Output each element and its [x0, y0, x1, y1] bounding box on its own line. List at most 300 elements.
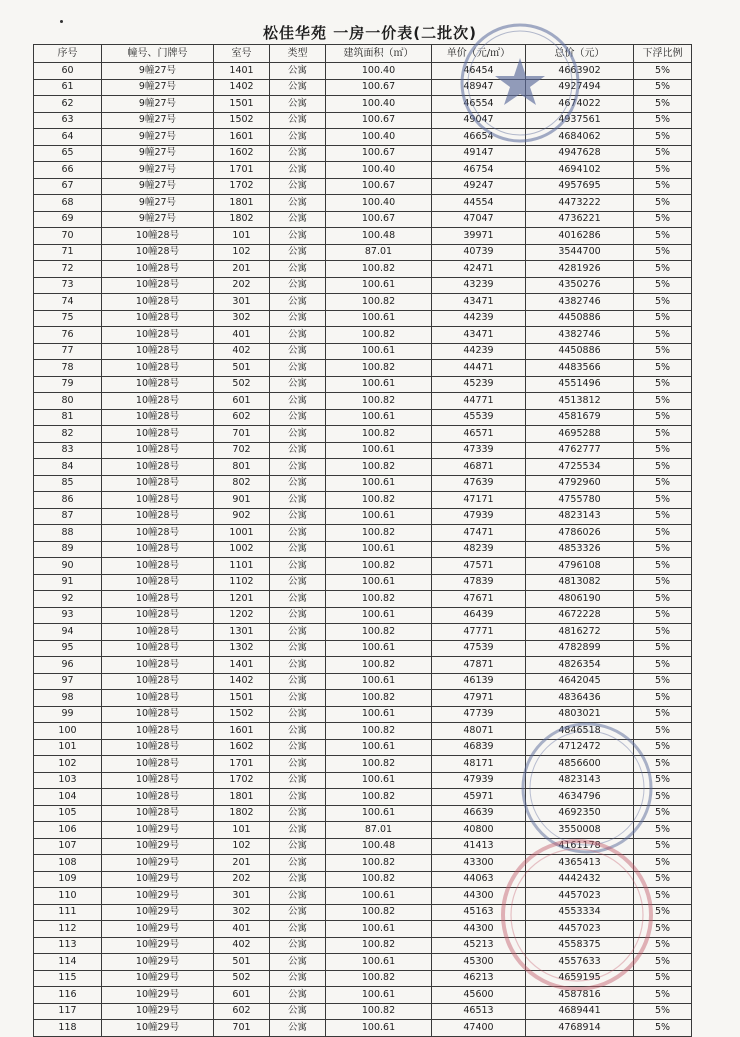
unit-price-cell: 46439: [432, 607, 526, 624]
seq-cell: 70: [34, 228, 102, 245]
building-cell: 10幢29号: [102, 987, 214, 1004]
building-cell: 10幢29号: [102, 838, 214, 855]
building-cell: 10幢28号: [102, 624, 214, 641]
type-cell: 公寓: [270, 228, 326, 245]
discount-cell: 5%: [634, 987, 692, 1004]
building-cell: 10幢28号: [102, 261, 214, 278]
discount-cell: 5%: [634, 1003, 692, 1020]
total-price-cell: 4382746: [526, 327, 634, 344]
area-cell: 100.82: [326, 360, 432, 377]
discount-cell: 5%: [634, 970, 692, 987]
area-cell: 100.61: [326, 310, 432, 327]
seq-cell: 92: [34, 591, 102, 608]
type-cell: 公寓: [270, 79, 326, 96]
area-cell: 100.61: [326, 739, 432, 756]
area-cell: 100.82: [326, 624, 432, 641]
building-cell: 10幢28号: [102, 640, 214, 657]
unit-price-cell: 46654: [432, 129, 526, 146]
discount-cell: 5%: [634, 954, 692, 971]
discount-cell: 5%: [634, 673, 692, 690]
type-cell: 公寓: [270, 294, 326, 311]
total-price-cell: 4927494: [526, 79, 634, 96]
col-header-seq: 序号: [34, 45, 102, 63]
seq-cell: 82: [34, 426, 102, 443]
area-cell: 100.82: [326, 1003, 432, 1020]
type-cell: 公寓: [270, 393, 326, 410]
unit-price-cell: 44300: [432, 888, 526, 905]
col-header-area: 建筑面积（㎡）: [326, 45, 432, 63]
discount-cell: 5%: [634, 624, 692, 641]
discount-cell: 5%: [634, 640, 692, 657]
area-cell: 100.82: [326, 426, 432, 443]
seq-cell: 88: [34, 525, 102, 542]
type-cell: 公寓: [270, 657, 326, 674]
discount-cell: 5%: [634, 162, 692, 179]
area-cell: 100.82: [326, 492, 432, 509]
type-cell: 公寓: [270, 673, 326, 690]
discount-cell: 5%: [634, 921, 692, 938]
building-cell: 10幢28号: [102, 525, 214, 542]
unit-price-cell: 47839: [432, 574, 526, 591]
building-cell: 10幢28号: [102, 376, 214, 393]
seq-cell: 63: [34, 112, 102, 129]
area-cell: 100.61: [326, 607, 432, 624]
room-cell: 1801: [214, 195, 270, 212]
total-price-cell: 4684062: [526, 129, 634, 146]
area-cell: 100.61: [326, 772, 432, 789]
unit-price-cell: 47739: [432, 706, 526, 723]
room-cell: 302: [214, 310, 270, 327]
table-row: [34, 442, 692, 459]
type-cell: 公寓: [270, 112, 326, 129]
type-cell: 公寓: [270, 1020, 326, 1037]
table-row: [34, 574, 692, 591]
room-cell: 101: [214, 228, 270, 245]
room-cell: 1802: [214, 211, 270, 228]
unit-price-cell: 49047: [432, 112, 526, 129]
seq-cell: 69: [34, 211, 102, 228]
total-price-cell: 4483566: [526, 360, 634, 377]
building-cell: 10幢28号: [102, 442, 214, 459]
room-cell: 1802: [214, 805, 270, 822]
type-cell: 公寓: [270, 63, 326, 80]
seq-cell: 95: [34, 640, 102, 657]
seq-cell: 78: [34, 360, 102, 377]
area-cell: 87.01: [326, 244, 432, 261]
total-price-cell: 4558375: [526, 937, 634, 954]
seq-cell: 93: [34, 607, 102, 624]
table-row: [34, 558, 692, 575]
discount-cell: 5%: [634, 1020, 692, 1037]
building-cell: 10幢29号: [102, 1003, 214, 1020]
discount-cell: 5%: [634, 442, 692, 459]
unit-price-cell: 46839: [432, 739, 526, 756]
building-cell: 9幢27号: [102, 178, 214, 195]
unit-price-cell: 40800: [432, 822, 526, 839]
area-cell: 100.82: [326, 393, 432, 410]
seq-cell: 83: [34, 442, 102, 459]
total-price-cell: 4365413: [526, 855, 634, 872]
total-price-cell: 4382746: [526, 294, 634, 311]
building-cell: 10幢28号: [102, 228, 214, 245]
total-price-cell: 4694102: [526, 162, 634, 179]
unit-price-cell: 43300: [432, 855, 526, 872]
table-row: [34, 145, 692, 162]
unit-price-cell: 47047: [432, 211, 526, 228]
seq-cell: 113: [34, 937, 102, 954]
area-cell: 100.61: [326, 508, 432, 525]
unit-price-cell: 46871: [432, 459, 526, 476]
total-price-cell: 4457023: [526, 888, 634, 905]
unit-price-cell: 40739: [432, 244, 526, 261]
table-row: [34, 1020, 692, 1037]
unit-price-cell: 47171: [432, 492, 526, 509]
seq-cell: 85: [34, 475, 102, 492]
seq-cell: 67: [34, 178, 102, 195]
table-row: [34, 607, 692, 624]
table-row: [34, 459, 692, 476]
type-cell: 公寓: [270, 690, 326, 707]
room-cell: 201: [214, 261, 270, 278]
table-row: [34, 112, 692, 129]
area-cell: 100.82: [326, 327, 432, 344]
unit-price-cell: 47939: [432, 508, 526, 525]
type-cell: 公寓: [270, 541, 326, 558]
discount-cell: 5%: [634, 739, 692, 756]
discount-cell: 5%: [634, 756, 692, 773]
total-price-cell: 4937561: [526, 112, 634, 129]
table-row: [34, 525, 692, 542]
type-cell: 公寓: [270, 145, 326, 162]
area-cell: 100.82: [326, 657, 432, 674]
type-cell: 公寓: [270, 178, 326, 195]
room-cell: 802: [214, 475, 270, 492]
type-cell: 公寓: [270, 244, 326, 261]
total-price-cell: 4016286: [526, 228, 634, 245]
seq-cell: 104: [34, 789, 102, 806]
room-cell: 1101: [214, 558, 270, 575]
seq-cell: 99: [34, 706, 102, 723]
discount-cell: 5%: [634, 871, 692, 888]
seq-cell: 91: [34, 574, 102, 591]
type-cell: 公寓: [270, 706, 326, 723]
seq-cell: 111: [34, 904, 102, 921]
area-cell: 100.82: [326, 525, 432, 542]
room-cell: 502: [214, 970, 270, 987]
area-cell: 100.48: [326, 838, 432, 855]
type-cell: 公寓: [270, 211, 326, 228]
room-cell: 702: [214, 442, 270, 459]
area-cell: 100.82: [326, 756, 432, 773]
total-price-cell: 4553334: [526, 904, 634, 921]
table-row: [34, 970, 692, 987]
unit-price-cell: 45600: [432, 987, 526, 1004]
discount-cell: 5%: [634, 327, 692, 344]
building-cell: 9幢27号: [102, 96, 214, 113]
seq-cell: 100: [34, 723, 102, 740]
room-cell: 1202: [214, 607, 270, 624]
table-row: [34, 492, 692, 509]
seq-cell: 84: [34, 459, 102, 476]
room-cell: 1801: [214, 789, 270, 806]
type-cell: 公寓: [270, 739, 326, 756]
area-cell: 100.61: [326, 888, 432, 905]
col-header-building: 幢号、门牌号: [102, 45, 214, 63]
type-cell: 公寓: [270, 574, 326, 591]
discount-cell: 5%: [634, 360, 692, 377]
unit-price-cell: 42471: [432, 261, 526, 278]
room-cell: 801: [214, 459, 270, 476]
seq-cell: 66: [34, 162, 102, 179]
seq-cell: 116: [34, 987, 102, 1004]
type-cell: 公寓: [270, 789, 326, 806]
unit-price-cell: 48239: [432, 541, 526, 558]
discount-cell: 5%: [634, 657, 692, 674]
unit-price-cell: 44471: [432, 360, 526, 377]
building-cell: 10幢29号: [102, 1020, 214, 1037]
table-row: [34, 657, 692, 674]
seq-cell: 61: [34, 79, 102, 96]
type-cell: 公寓: [270, 310, 326, 327]
room-cell: 1102: [214, 574, 270, 591]
discount-cell: 5%: [634, 558, 692, 575]
table-row: [34, 327, 692, 344]
total-price-cell: 4450886: [526, 310, 634, 327]
total-price-cell: 4450886: [526, 343, 634, 360]
area-cell: 100.40: [326, 195, 432, 212]
total-price-cell: 4792960: [526, 475, 634, 492]
seq-cell: 62: [34, 96, 102, 113]
building-cell: 9幢27号: [102, 112, 214, 129]
unit-price-cell: 46454: [432, 63, 526, 80]
room-cell: 1701: [214, 162, 270, 179]
seq-cell: 81: [34, 409, 102, 426]
seq-cell: 68: [34, 195, 102, 212]
type-cell: 公寓: [270, 805, 326, 822]
unit-price-cell: 43239: [432, 277, 526, 294]
unit-price-cell: 46639: [432, 805, 526, 822]
area-cell: 100.61: [326, 541, 432, 558]
total-price-cell: 4281926: [526, 261, 634, 278]
discount-cell: 5%: [634, 178, 692, 195]
building-cell: 10幢29号: [102, 888, 214, 905]
unit-price-cell: 45239: [432, 376, 526, 393]
total-price-cell: 4473222: [526, 195, 634, 212]
building-cell: 10幢29号: [102, 904, 214, 921]
table-row: [34, 871, 692, 888]
type-cell: 公寓: [270, 838, 326, 855]
total-price-cell: 4823143: [526, 508, 634, 525]
unit-price-cell: 46213: [432, 970, 526, 987]
room-cell: 1402: [214, 673, 270, 690]
unit-price-cell: 46754: [432, 162, 526, 179]
total-price-cell: 4350276: [526, 277, 634, 294]
seq-cell: 107: [34, 838, 102, 855]
total-price-cell: 4712472: [526, 739, 634, 756]
unit-price-cell: 43471: [432, 327, 526, 344]
discount-cell: 5%: [634, 63, 692, 80]
room-cell: 1702: [214, 178, 270, 195]
building-cell: 10幢28号: [102, 393, 214, 410]
table-row: [34, 244, 692, 261]
discount-cell: 5%: [634, 904, 692, 921]
building-cell: 10幢29号: [102, 822, 214, 839]
type-cell: 公寓: [270, 459, 326, 476]
discount-cell: 5%: [634, 459, 692, 476]
table-row: [34, 195, 692, 212]
type-cell: 公寓: [270, 756, 326, 773]
seq-cell: 108: [34, 855, 102, 872]
seq-cell: 98: [34, 690, 102, 707]
unit-price-cell: 46554: [432, 96, 526, 113]
building-cell: 10幢28号: [102, 706, 214, 723]
discount-cell: 5%: [634, 607, 692, 624]
building-cell: 10幢28号: [102, 723, 214, 740]
table-row: [34, 426, 692, 443]
type-cell: 公寓: [270, 558, 326, 575]
type-cell: 公寓: [270, 277, 326, 294]
room-cell: 1501: [214, 690, 270, 707]
room-cell: 402: [214, 343, 270, 360]
building-cell: 9幢27号: [102, 79, 214, 96]
room-cell: 1602: [214, 145, 270, 162]
discount-cell: 5%: [634, 228, 692, 245]
total-price-cell: 4803021: [526, 706, 634, 723]
type-cell: 公寓: [270, 261, 326, 278]
unit-price-cell: 47971: [432, 690, 526, 707]
room-cell: 1301: [214, 624, 270, 641]
type-cell: 公寓: [270, 937, 326, 954]
seq-cell: 117: [34, 1003, 102, 1020]
type-cell: 公寓: [270, 129, 326, 146]
discount-cell: 5%: [634, 112, 692, 129]
type-cell: 公寓: [270, 871, 326, 888]
total-price-cell: 4796108: [526, 558, 634, 575]
building-cell: 10幢28号: [102, 756, 214, 773]
building-cell: 10幢28号: [102, 574, 214, 591]
unit-price-cell: 45213: [432, 937, 526, 954]
type-cell: 公寓: [270, 607, 326, 624]
area-cell: 100.48: [326, 228, 432, 245]
type-cell: 公寓: [270, 888, 326, 905]
seq-cell: 71: [34, 244, 102, 261]
table-row: [34, 987, 692, 1004]
seq-cell: 80: [34, 393, 102, 410]
room-cell: 102: [214, 244, 270, 261]
building-cell: 10幢28号: [102, 591, 214, 608]
unit-price-cell: 43471: [432, 294, 526, 311]
building-cell: 9幢27号: [102, 129, 214, 146]
type-cell: 公寓: [270, 343, 326, 360]
room-cell: 1402: [214, 79, 270, 96]
table-row: [34, 310, 692, 327]
unit-price-cell: 44239: [432, 343, 526, 360]
building-cell: 10幢28号: [102, 426, 214, 443]
room-cell: 1601: [214, 723, 270, 740]
total-price-cell: 4581679: [526, 409, 634, 426]
table-row: [34, 723, 692, 740]
table-row: [34, 838, 692, 855]
table-row: [34, 640, 692, 657]
total-price-cell: 4442432: [526, 871, 634, 888]
table-row: [34, 954, 692, 971]
building-cell: 10幢28号: [102, 772, 214, 789]
col-header-type: 类型: [270, 45, 326, 63]
total-price-cell: 4557633: [526, 954, 634, 971]
type-cell: 公寓: [270, 904, 326, 921]
discount-cell: 5%: [634, 838, 692, 855]
table-row: [34, 475, 692, 492]
building-cell: 10幢29号: [102, 855, 214, 872]
area-cell: 100.40: [326, 162, 432, 179]
discount-cell: 5%: [634, 310, 692, 327]
unit-price-cell: 47400: [432, 1020, 526, 1037]
table-row: [34, 541, 692, 558]
room-cell: 202: [214, 277, 270, 294]
type-cell: 公寓: [270, 921, 326, 938]
area-cell: 100.67: [326, 79, 432, 96]
total-price-cell: 4513812: [526, 393, 634, 410]
type-cell: 公寓: [270, 162, 326, 179]
table-row: [34, 376, 692, 393]
room-cell: 102: [214, 838, 270, 855]
discount-cell: 5%: [634, 937, 692, 954]
room-cell: 301: [214, 888, 270, 905]
area-cell: 100.61: [326, 706, 432, 723]
unit-price-cell: 47471: [432, 525, 526, 542]
area-cell: 100.61: [326, 921, 432, 938]
seq-cell: 106: [34, 822, 102, 839]
building-cell: 10幢28号: [102, 327, 214, 344]
room-cell: 401: [214, 327, 270, 344]
seq-cell: 72: [34, 261, 102, 278]
area-cell: 100.67: [326, 112, 432, 129]
area-cell: 100.67: [326, 178, 432, 195]
document-title: 松佳华苑 一房一价表(二批次): [263, 24, 477, 42]
total-price-cell: 4782899: [526, 640, 634, 657]
discount-cell: 5%: [634, 492, 692, 509]
total-price-cell: 4551496: [526, 376, 634, 393]
price-table: [33, 44, 692, 1037]
room-cell: 1201: [214, 591, 270, 608]
discount-cell: 5%: [634, 261, 692, 278]
room-cell: 1502: [214, 112, 270, 129]
seq-cell: 102: [34, 756, 102, 773]
table-row: [34, 79, 692, 96]
seq-cell: 115: [34, 970, 102, 987]
type-cell: 公寓: [270, 970, 326, 987]
discount-cell: 5%: [634, 129, 692, 146]
col-header-discount: 下浮比例: [634, 45, 692, 63]
type-cell: 公寓: [270, 96, 326, 113]
building-cell: 10幢28号: [102, 343, 214, 360]
area-cell: 100.40: [326, 63, 432, 80]
type-cell: 公寓: [270, 987, 326, 1004]
type-cell: 公寓: [270, 822, 326, 839]
building-cell: 10幢29号: [102, 921, 214, 938]
type-cell: 公寓: [270, 475, 326, 492]
room-cell: 501: [214, 954, 270, 971]
seq-cell: 65: [34, 145, 102, 162]
total-price-cell: 4957695: [526, 178, 634, 195]
area-cell: 100.61: [326, 574, 432, 591]
unit-price-cell: 45971: [432, 789, 526, 806]
room-cell: 601: [214, 987, 270, 1004]
room-cell: 701: [214, 1020, 270, 1037]
discount-cell: 5%: [634, 591, 692, 608]
area-cell: 100.82: [326, 855, 432, 872]
room-cell: 901: [214, 492, 270, 509]
